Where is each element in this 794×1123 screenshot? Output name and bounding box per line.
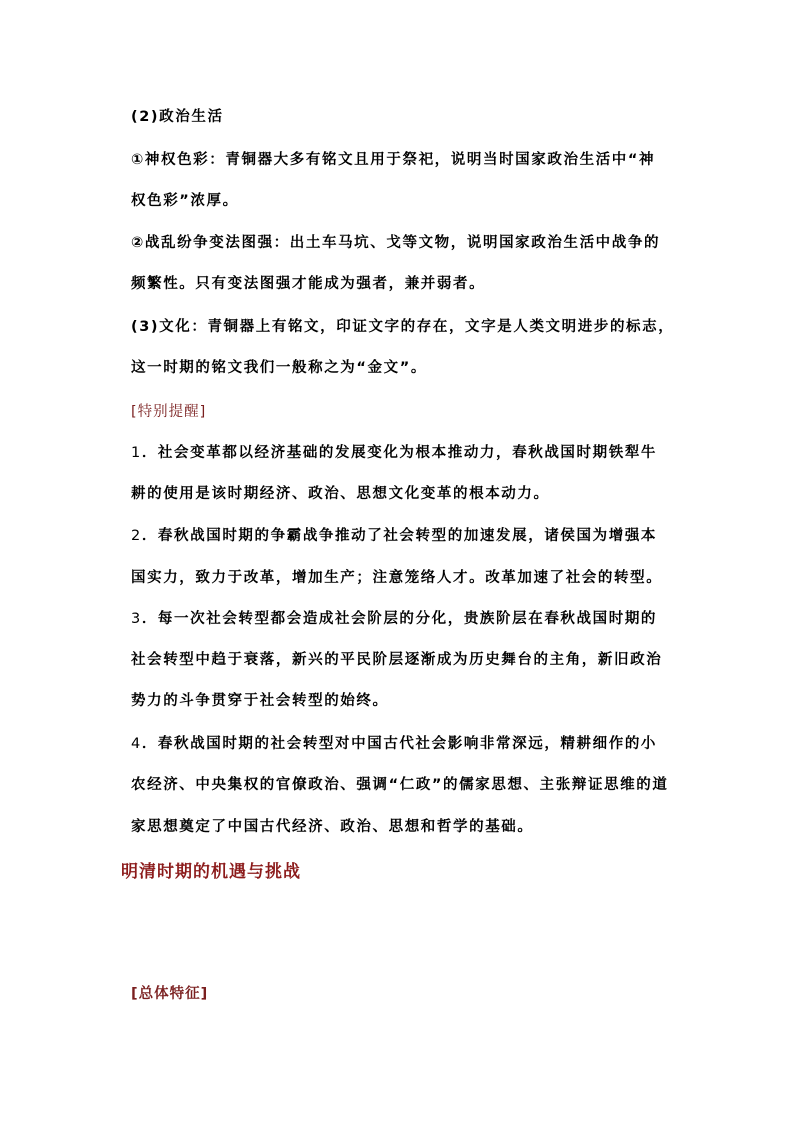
politics-item2-line1: ②战乱纷争变法图强：出土车马坑、戈等文物，说明国家政治生活中战争的 — [131, 235, 661, 251]
politics-item1-line1: ①神权色彩：青铜器大多有铭文且用于祭祀，说明当时国家政治生活中“神 — [131, 152, 656, 168]
tip-point-3-line3: 势力的斗争贯穿于社会转型的始终。 — [131, 693, 389, 709]
tip-point-3-line2: 社会转型中趋于衰落，新兴的平民阶层逐渐成为历史舞台的主角，新旧政治 — [131, 652, 663, 668]
politics-item1-line2: 权色彩”浓厚。 — [131, 193, 239, 209]
tip-point-1-line1 — [131, 443, 657, 463]
tip-point-number: 4 — [131, 736, 142, 752]
tip-point-4-line1 — [131, 734, 657, 754]
culture-line1: (3)文化：青铜器上有铭文，印证文字的存在，文字是人类文明进步的标志， — [131, 319, 675, 335]
tip-point-4-line3: 家思想奠定了中国古代经济、政治、思想和哲学的基础。 — [131, 819, 534, 835]
tip-point-1-line2: 耕的使用是该时期经济、政治、思想文化变革的根本动力。 — [131, 486, 550, 502]
politics-item2-line2: 频繁性。只有变法图强才能成为强者，兼并弱者。 — [131, 276, 486, 292]
tip-point-4-line2: 农经济、中央集权的官僚政治、强调“仁政”的儒家思想、主张辩证思维的道 — [131, 777, 669, 793]
tip-point-number: 2 — [131, 528, 142, 544]
tip-point-2-line2: 国实力，致力于改革，增加生产；注意笼络人才。改革加速了社会的转型。 — [131, 570, 663, 586]
tip-point-text: ．社会变革都以经济基础的发展变化为根本推动力，春秋战国时期铁犁牛 — [141, 445, 658, 461]
tip-point-3-line1 — [131, 609, 657, 629]
overall-features-heading: [总体特征] — [131, 986, 209, 1002]
section-title: 明清时期的机遇与挑战 — [121, 862, 301, 882]
tip-point-2-line1 — [131, 526, 657, 546]
culture-line2: 这一时期的铭文我们一般称之为“金文”。 — [131, 360, 427, 376]
tip-point-text: ．每一次社会转型都会造成社会阶层的分化，贵族阶层在春秋战国时期的 — [141, 611, 658, 627]
politics-heading: (2)政治生活 — [131, 109, 224, 125]
tip-point-text: ．春秋战国时期的争霸战争推动了社会转型的加速发展，诸侯国为增强本 — [141, 528, 658, 544]
special-tip-heading: [特别提醒] — [131, 404, 207, 420]
tip-point-number: 1 — [131, 445, 142, 461]
tip-point-text: ．春秋战国时期的社会转型对中国古代社会影响非常深远，精耕细作的小 — [141, 736, 658, 752]
tip-point-number: 3 — [131, 611, 142, 627]
